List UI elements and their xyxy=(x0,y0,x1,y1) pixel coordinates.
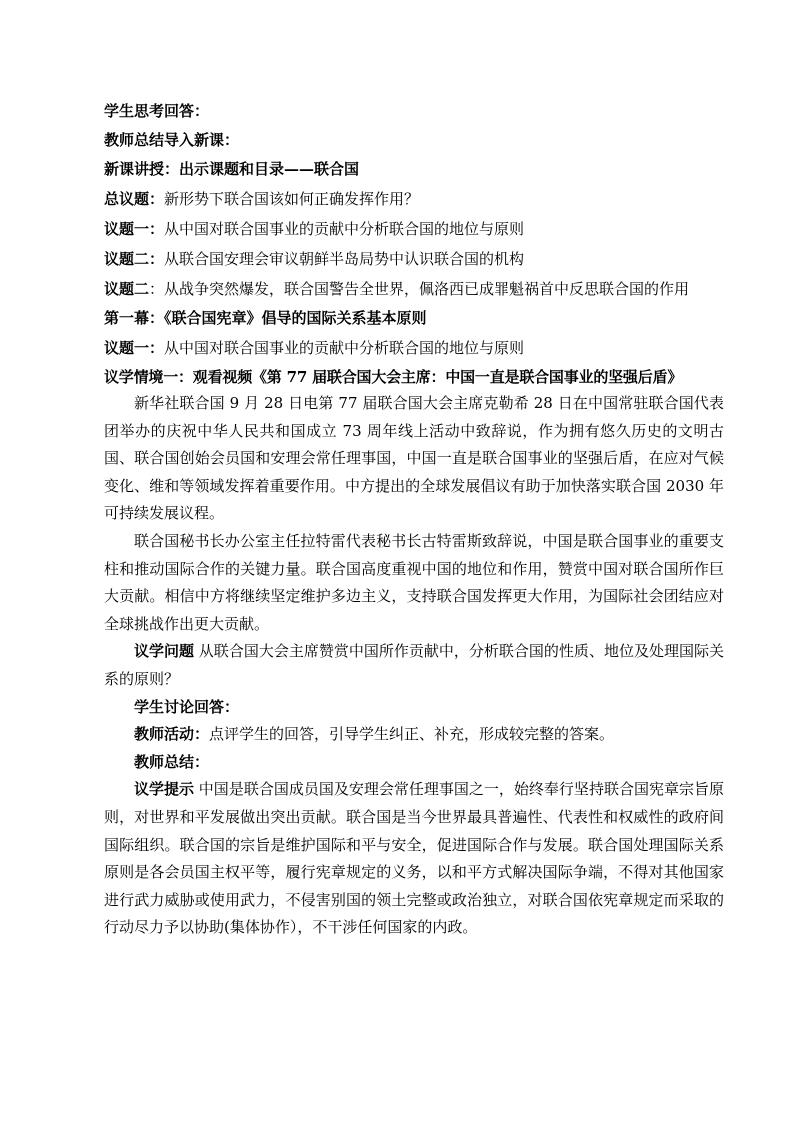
topic1b-line xyxy=(104,335,724,361)
topic1-line xyxy=(104,216,724,242)
hint-text: 中国是联合国成员国及安理会常任理事国之一，始终奉行坚持联合国宪章宗旨原则，对世界和平发展做出突出贡献。联合国是当今世界最具普遍性、代表性和权威性的政府间国际组织。联合国的宗旨是维护国际和平与安全，促进国际合作与发展。联合国处理国际关系原则是各会员国主权平等，履行宪章规定的义务，以和平方式解决国际争端，不得对其他国家进行武力威胁或使用武力，不侵害别国的领土完整或政治独立，对联合国依宪章规定而采取的行动尽力予以协助(集体协作），不干涉任何国家的内政。 xyxy=(104,780,724,937)
main-topic-text: 新形势下联合国该如何正确发挥作用？ xyxy=(164,190,420,208)
new-lesson-line: 新课讲授：出示课题和目录——联合国 xyxy=(104,160,360,178)
topic1-text: 从中国对联合国事业的贡献中分析联合国的地位与原则 xyxy=(164,220,525,238)
question-text: 从联合国大会主席赞赏中国所作贡献中，分析联合国的性质、地位及处理国际关系的原则？ xyxy=(104,642,724,688)
topic2-label: 议题二： xyxy=(104,250,165,268)
document-page xyxy=(104,98,724,942)
main-topic-label: 总议题： xyxy=(104,190,165,208)
situation-title: 议学情境一：观看视频《第 77 届联合国大会主席：中国一直是联合国事业的坚强后盾》 xyxy=(104,368,683,386)
question-label: 议学问题 xyxy=(134,642,195,661)
topic2-line xyxy=(104,246,724,272)
topic3-label: 议题二 xyxy=(104,280,150,298)
topic3-text: ：从战争突然爆发，联合国警告全世界，佩洛西已成罪魁祸首中反思联合国的作用 xyxy=(149,280,690,298)
teacher-summary-line: 教师总结： xyxy=(134,752,210,771)
topic3-line xyxy=(104,276,724,302)
topic1-label: 议题一： xyxy=(104,220,165,238)
teacher-activity-text: 点评学生的回答，引导学生纠正、补充，形成较完整的答案。 xyxy=(209,725,615,744)
topic1b-label: 议题一： xyxy=(104,339,165,357)
news-paragraph-1: 新华社联合国 9 月 28 日电第 77 届联合国大会主席克勒希 28 日在中国常驻联合国代表团举办的庆祝中华人民共和国成立 73 周年线上活动中致辞说，作为拥有悠久历史的文明古国、联合国创始会员国和安理会常任理事国，中国一直是联合国事业的坚强后盾，在应对气候变化、维和等领域发挥着重要作用。中方提出的全球发展倡议有助于加快落实联合国 2030 年可持续发展议程。 xyxy=(104,394,724,523)
teacher-activity-line xyxy=(104,721,724,749)
topic2-text: 从联合国安理会审议朝鲜半岛局势中认识联合国的机构 xyxy=(164,250,525,268)
news-paragraph-2: 联合国秘书长办公室主任拉特雷代表秘书长古特雷斯致辞说，中国是联合国事业的重要支柱和推动国际合作的关键力量。联合国高度重视中国的地位和作用，赞赏中国对联合国所作巨大贡献。相信中方将继续坚定维护多边主义，支持联合国发挥更大作用，为国际社会团结应对全球挑战作出更大贡献。 xyxy=(104,531,724,633)
teacher-activity-label: 教师活动： xyxy=(134,725,210,744)
student-think-line: 学生思考回答： xyxy=(104,102,210,120)
topic1b-text: 从中国对联合国事业的贡献中分析联合国的地位与原则 xyxy=(164,339,525,357)
hint-paragraph xyxy=(104,776,724,942)
main-topic-line xyxy=(104,186,724,212)
teacher-summary-intro-line: 教师总结导入新课： xyxy=(104,131,240,149)
question-paragraph xyxy=(104,638,724,693)
hint-label: 议学提示 xyxy=(134,780,195,799)
act1-title: 第一幕：《联合国宪章》倡导的国际关系基本原则 xyxy=(104,309,427,327)
student-discuss-line: 学生讨论回答： xyxy=(134,697,240,716)
